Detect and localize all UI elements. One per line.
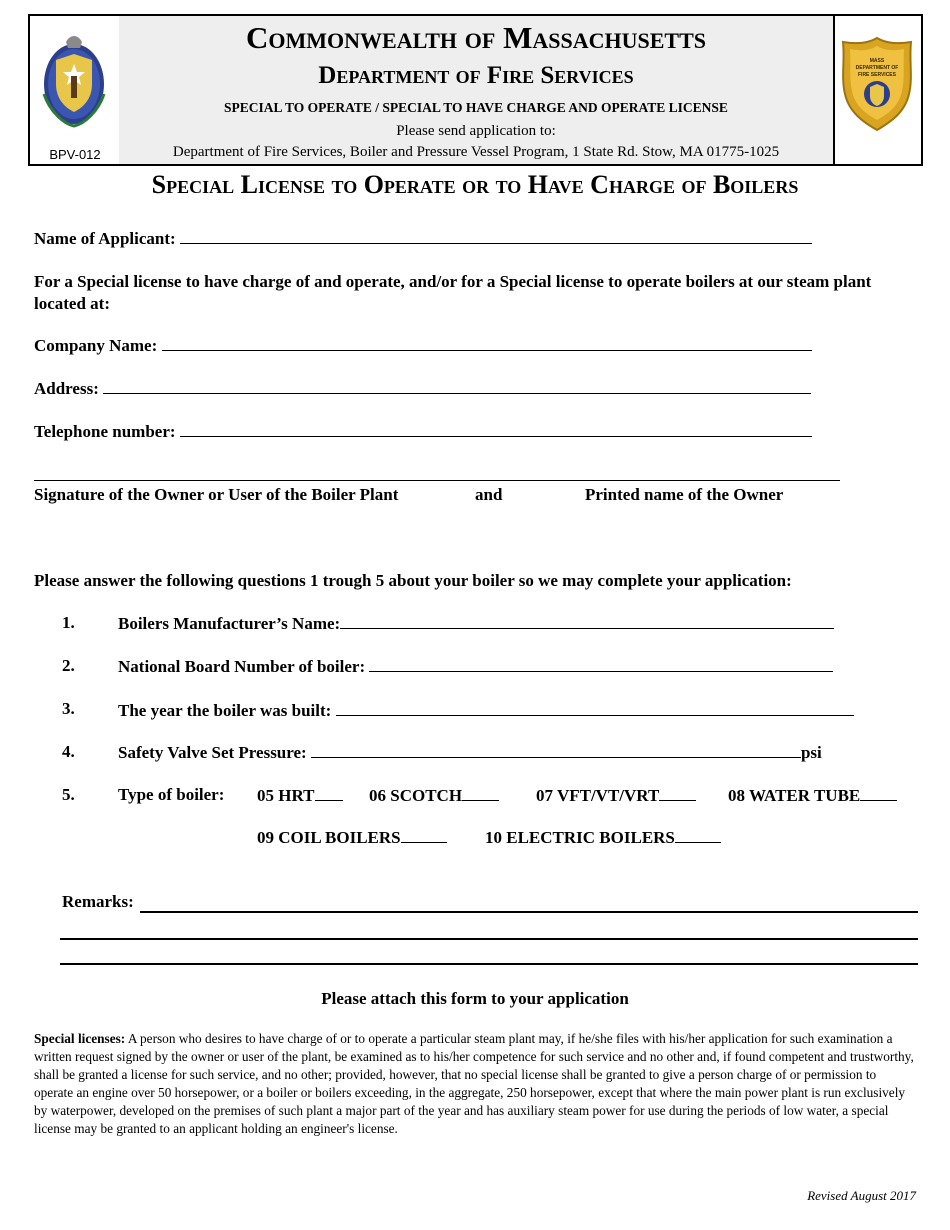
type-scotch-label: 06 SCOTCH bbox=[369, 786, 463, 805]
year-built-field[interactable] bbox=[336, 700, 854, 716]
questions-intro: Please answer the following questions 1 trough 5 about your boiler so we may complete your application: bbox=[34, 571, 792, 590]
state-seal-box bbox=[28, 14, 122, 166]
psi-unit: psi bbox=[800, 743, 822, 762]
commonwealth-heading: Commonwealth of Massachusetts bbox=[246, 20, 706, 55]
address-row bbox=[34, 378, 811, 399]
q1-number: 1. bbox=[62, 613, 75, 632]
special-licenses-label: Special licenses: bbox=[34, 1031, 126, 1046]
signature-and-label: and bbox=[475, 485, 503, 504]
form-number: BPV-012 bbox=[49, 147, 101, 162]
form-title: Special License to Operate or to Have Charge of Boilers bbox=[151, 170, 799, 199]
applicant-row bbox=[34, 228, 812, 249]
telephone-field[interactable] bbox=[180, 421, 812, 437]
special-licenses-paragraph bbox=[34, 1030, 918, 1138]
type-vft-label: 07 VFT/VT/VRT bbox=[536, 786, 660, 805]
q4-row bbox=[118, 742, 822, 763]
national-board-field[interactable] bbox=[369, 656, 833, 672]
fire-services-badge-icon bbox=[839, 36, 915, 132]
q4-number: 4. bbox=[62, 742, 75, 761]
manufacturer-field[interactable] bbox=[340, 613, 834, 629]
badge-text-fire-services: FIRE SERVICES bbox=[858, 72, 896, 78]
manufacturer-label: Boilers Manufacturer’s Name: bbox=[118, 614, 341, 633]
type-hrt bbox=[257, 785, 343, 806]
company-row bbox=[34, 335, 812, 356]
boiler-type-label: Type of boiler: bbox=[118, 785, 225, 804]
q3-row bbox=[118, 700, 854, 721]
q2-row bbox=[118, 656, 833, 677]
type-hrt-label: 05 HRT bbox=[257, 786, 315, 805]
header-title-box bbox=[119, 14, 833, 166]
applicant-label: Name of Applicant: bbox=[34, 229, 176, 248]
q2-number: 2. bbox=[62, 656, 75, 675]
safety-valve-field[interactable] bbox=[311, 742, 801, 758]
department-heading: Department of Fire Services bbox=[318, 62, 634, 89]
company-label: Company Name: bbox=[34, 336, 158, 355]
license-type-heading: SPECIAL TO OPERATE / SPECIAL TO HAVE CHARGE AND OPERATE LICENSE bbox=[224, 100, 728, 115]
remarks-line-3[interactable] bbox=[60, 963, 918, 965]
send-to-text: Please send application to: bbox=[396, 123, 556, 139]
type-vft bbox=[536, 785, 696, 806]
intro-paragraph: For a Special license to have charge of and operate, and/or for a Special license to operate boilers at our steam plant located at: bbox=[34, 272, 872, 313]
type-hrt-field[interactable] bbox=[315, 785, 343, 801]
telephone-label: Telephone number: bbox=[34, 422, 176, 441]
company-name-field[interactable] bbox=[162, 335, 812, 351]
safety-valve-label: Safety Valve Set Pressure: bbox=[118, 743, 307, 762]
q1-row bbox=[118, 613, 834, 634]
applicant-name-field[interactable] bbox=[180, 228, 812, 244]
mailing-address: Department of Fire Services, Boiler and Pressure Vessel Program, 1 State Rd. Stow, MA 01775-1025 bbox=[172, 144, 780, 160]
fire-badge-box bbox=[833, 14, 923, 166]
type-coil-field[interactable] bbox=[401, 827, 447, 843]
type-scotch bbox=[369, 785, 499, 806]
attach-note: Please attach this form to your application bbox=[321, 989, 629, 1008]
type-coil-label: 09 COIL BOILERS bbox=[257, 828, 401, 847]
type-water-tube bbox=[728, 785, 897, 806]
badge-text-mass: MASS bbox=[869, 58, 885, 64]
signature-line[interactable] bbox=[34, 480, 840, 481]
telephone-row bbox=[34, 421, 812, 442]
q3-number: 3. bbox=[62, 699, 75, 718]
revision-date: Revised August 2017 bbox=[807, 1188, 916, 1203]
type-coil bbox=[257, 827, 447, 848]
year-built-label: The year the boiler was built: bbox=[118, 701, 332, 720]
address-label: Address: bbox=[34, 379, 99, 398]
special-licenses-text: A person who desires to have charge of or to operate a particular steam plant may, if he/she files with his/her application for such examination a written request signed by the owner or user of the plant, be examined as to his/her competence for such service and no other and, if found competent and trustworthy, shall be granted a license for such service, and no other; provided, however, that no special license shall be granted to give a person charge of or permission to operate an engine over 50 horsepower, or a boiler or boilers exceeding, in the aggregate, 250 horsepower, except that where the main power plant is run exclusively by waterpower, developed on the premises of such plant a major part of the year and has auxiliary steam power for use during the periods of low water, a special license may be granted to an applicant holding an engineer's license. bbox=[34, 1031, 914, 1136]
type-electric-label: 10 ELECTRIC BOILERS bbox=[485, 828, 675, 847]
massachusetts-seal-icon bbox=[36, 24, 112, 136]
national-board-label: National Board Number of boiler: bbox=[118, 657, 366, 676]
address-field[interactable] bbox=[103, 378, 811, 394]
type-electric-field[interactable] bbox=[675, 827, 721, 843]
remarks-line-1[interactable] bbox=[140, 911, 918, 913]
printed-name-label: Printed name of the Owner bbox=[585, 485, 784, 504]
type-vft-field[interactable] bbox=[659, 785, 696, 801]
badge-text-department: DEPARTMENT OF bbox=[855, 65, 899, 71]
remarks-label: Remarks: bbox=[62, 892, 134, 911]
type-water-tube-label: 08 WATER TUBE bbox=[728, 786, 861, 805]
type-water-tube-field[interactable] bbox=[860, 785, 897, 801]
type-electric bbox=[485, 827, 721, 848]
remarks-line-2[interactable] bbox=[60, 938, 918, 940]
q5-number: 5. bbox=[62, 785, 75, 804]
type-scotch-field[interactable] bbox=[462, 785, 499, 801]
owner-signature-label: Signature of the Owner or User of the Boiler Plant bbox=[34, 485, 399, 504]
